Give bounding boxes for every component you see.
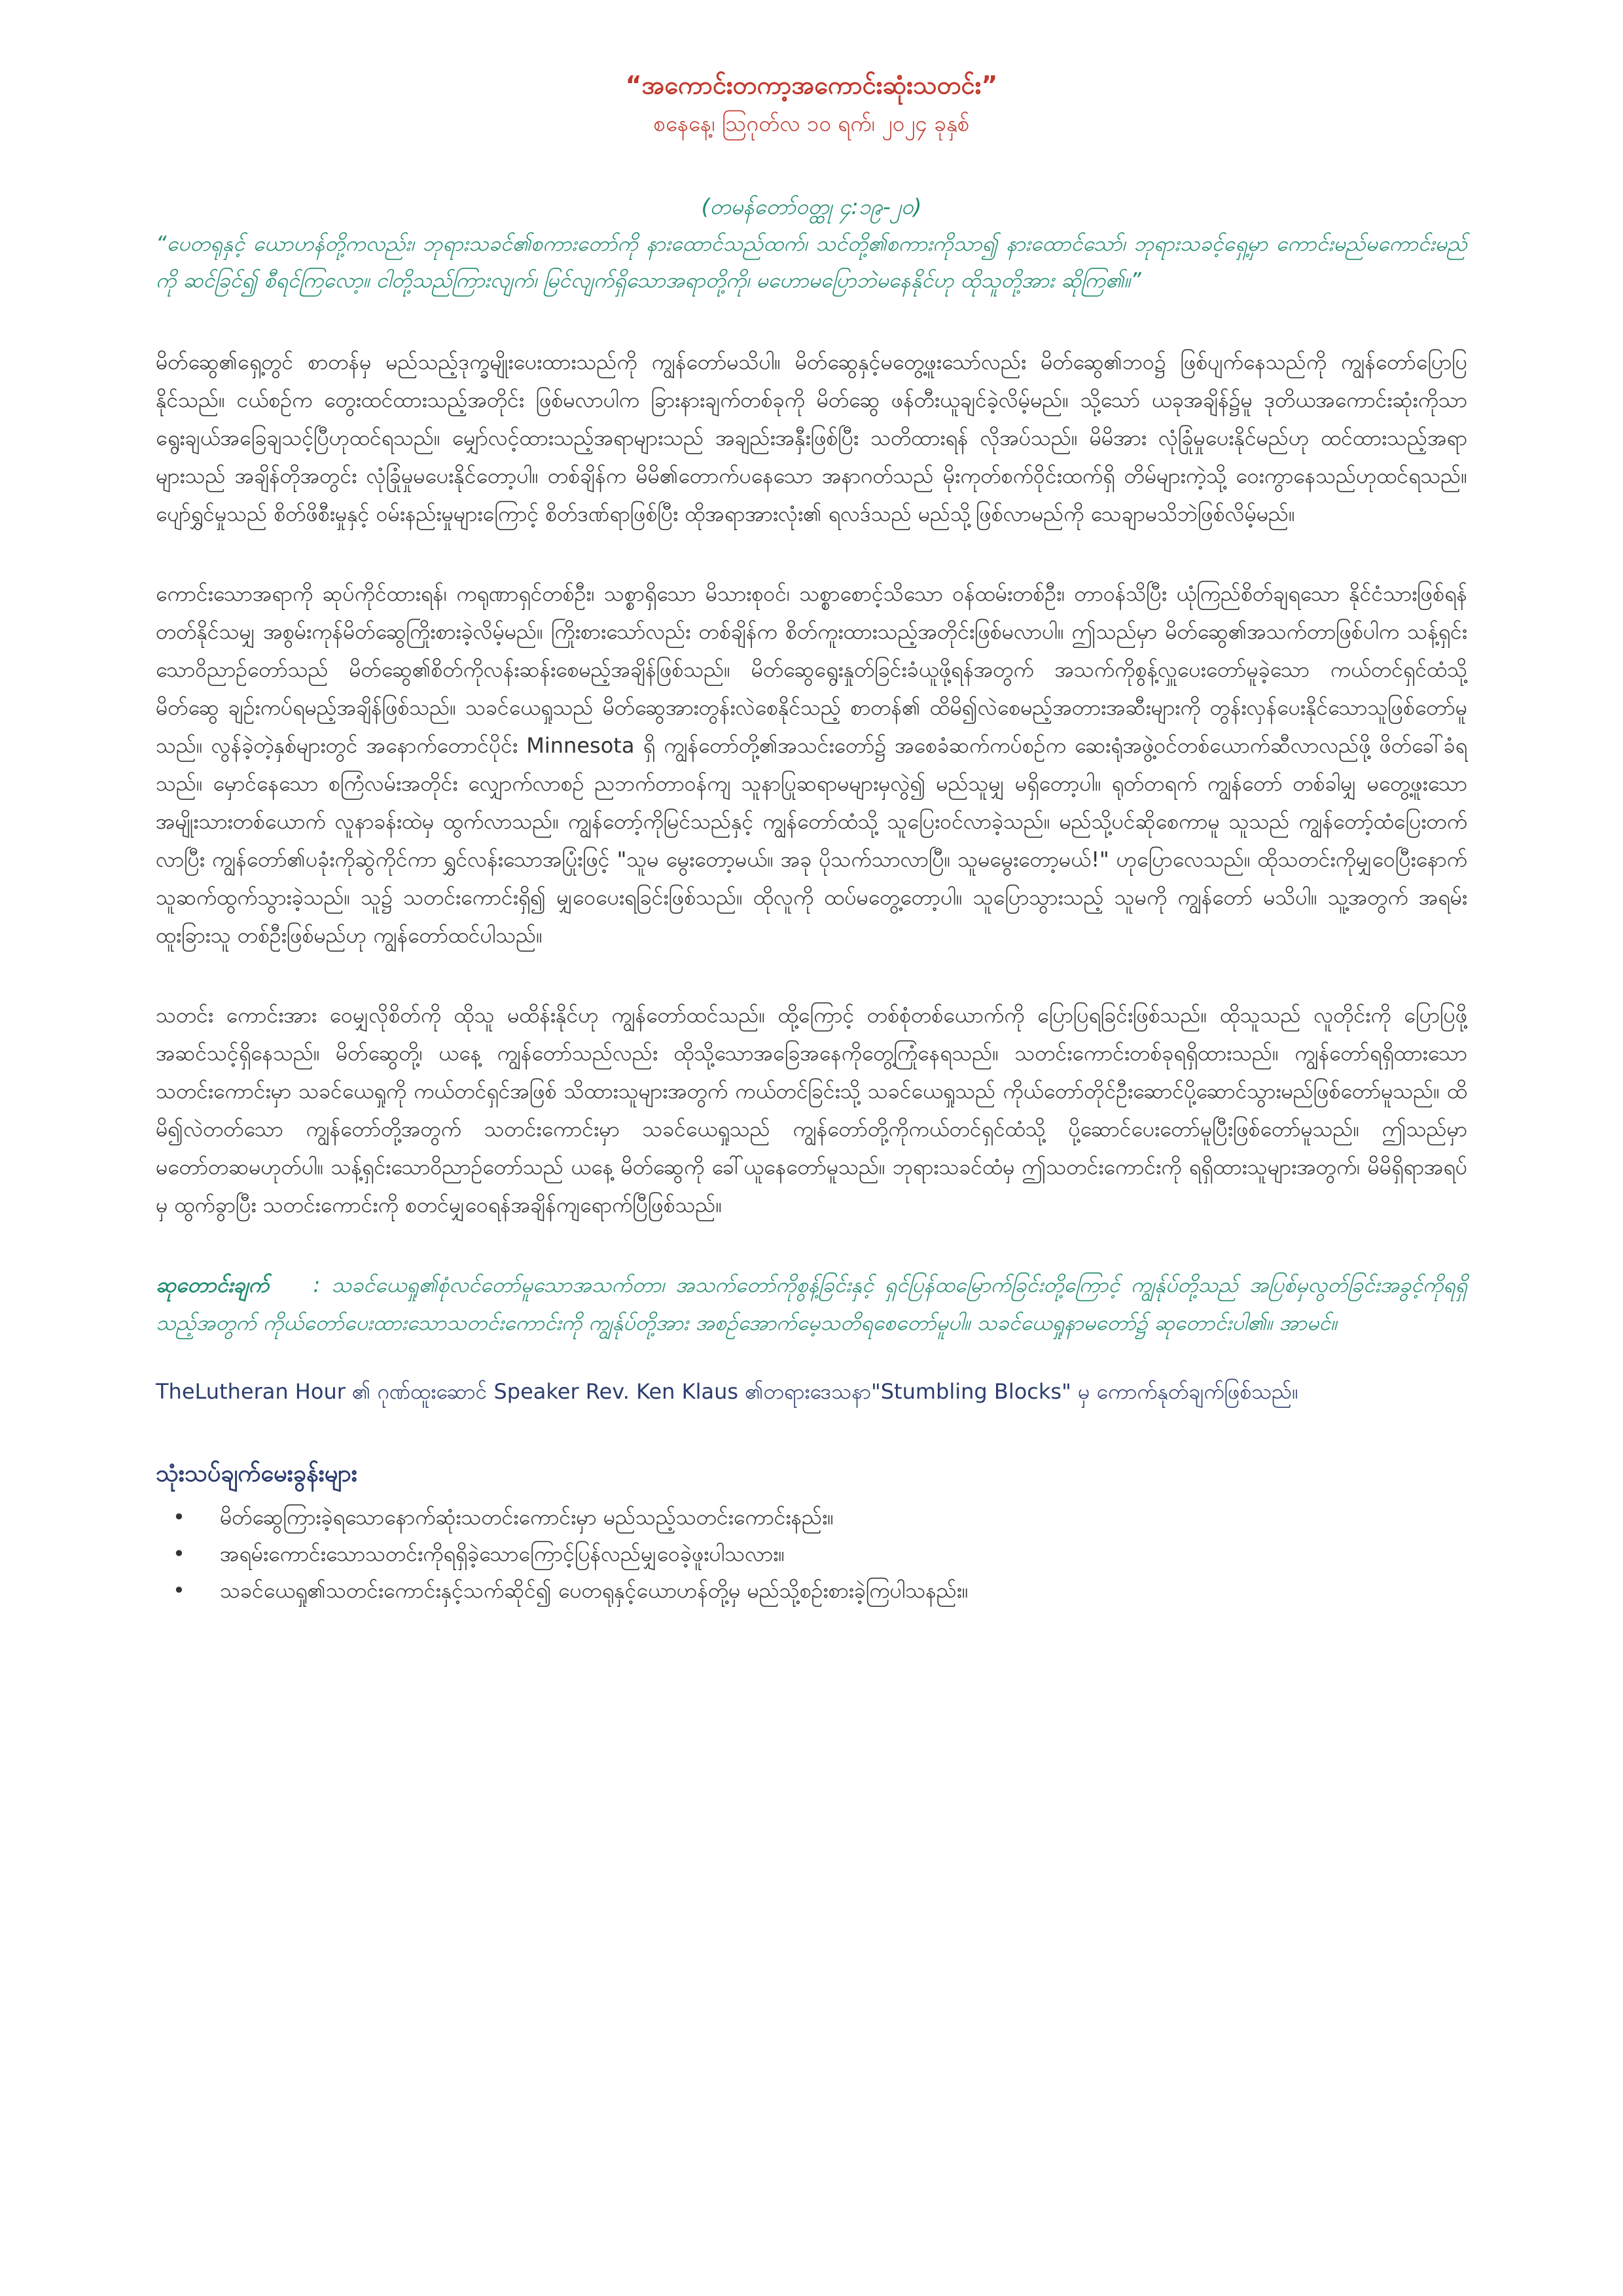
bullet-icon: •	[173, 1505, 185, 1530]
prayer-text: သခင်ယေရှု၏စုံလင်တော်မူသောအသက်တာ၊ အသက်တော်ကိုစွန့်ခြင်းနှင့် ရှင်ပြန်ထမြောက်ခြင်းတို့ကြောင့် ကျွန်ုပ်တို့သည် အပြစ်မှလွတ်ခြင်းအခွင့်ကိုရရှိသည့်အတွက် ကိုယ်တော်ပေးထားသောသတင်းကောင်းကို ကျွန်ုပ်တို့အား အစဉ်အောက်မေ့သတိရစေတော်မူပါ။ သခင်ယေရှုနာမတော်၌ ဆုတောင်းပါ၏။ အာမင်။	[156, 1272, 1468, 1335]
sermon-credit: TheLutheran Hour ၏ ဂုဏ်ထူးဆောင် Speaker Rev. Ken Klaus ၏တရားဒေသနာ"Stumbling Blocks" မှ ကောက်နုတ်ချက်ဖြစ်သည်။	[156, 1379, 1298, 1404]
question-text: သခင်ယေရှု၏သတင်းကောင်းနှင့်သက်ဆိုင်၍ ပေတရုနှင့်ယောဟန်တို့မှ မည်သို့စဉ်းစားခဲ့ကြပါသနည်း။	[220, 1578, 969, 1603]
prayer-label: ဆုတောင်းချက်	[156, 1272, 269, 1297]
devotional-document	[156, 65, 1467, 1609]
devotional-date: စနေနေ့၊ ဩဂုတ်လ ၁၀ ရက်၊ ၂၀၂၄ ခုနှစ်	[653, 111, 970, 136]
body-paragraph-1: မိတ်ဆွေ၏ရှေ့တွင် စာတန်မှ မည်သည့်ဒုက္ခမျိုးပေးထားသည်ကို ကျွန်တော်မသိပါ။ မိတ်ဆွေနှင့်မတွေ့ဖူးသော်လည်း မိတ်ဆွေ၏ဘဝ၌ ဖြစ်ပျက်နေသည်ကို ကျွန်တော်ပြောပြနိုင်သည်။ ငယ်စဉ်က တွေးထင်ထားသည့်အတိုင်း ဖြစ်မလာပါက ခြားနားချက်တစ်ခုကို မိတ်ဆွေ ဖန်တီးယူချင်ခဲ့လိမ့်မည်။ သို့သော် ယခုအချိန်၌မူ ဒုတိယအကောင်းဆုံးကိုသာ ရွေးချယ်အခြေချသင့်ပြီဟုထင်ရသည်။ မျှော်လင့်ထားသည့်အရာများသည် အချည်းအနှီးဖြစ်ပြီး သတိထားရန် လိုအပ်သည်။ မိမိအား လုံခြုံမှုပေးနိုင်မည်ဟု ထင်ထားသည့်အရာများသည် အချိန်တိုအတွင်း လုံခြုံမှုမပေးနိုင်တော့ပါ။ တစ်ချိန်က မိမိ၏တောက်ပနေသော အနာဂတ်သည် မိုးကုတ်စက်ဝိုင်းထက်ရှိ တိမ်များကဲ့သို့ ဝေးကွာနေသည်ဟုထင်ရသည်။ ပျော်ရွှင်မှုသည် စိတ်ဖိစီးမှုနှင့် ဝမ်းနည်းမှုများကြောင့် စိတ်ဒဏ်ရာဖြစ်ပြီး ထိုအရာအားလုံး၏ ရလဒ်သည် မည်သို့ဖြစ်လာမည်ကို သေချာမသိဘဲဖြစ်လိမ့်မည်။	[156, 350, 1467, 526]
bullet-icon: •	[173, 1578, 185, 1603]
scripture-verse: “ပေတရုနှင့် ယောဟန်တို့ကလည်း၊ ဘုရားသခင်၏စကားတော်ကို နားထောင်သည်ထက်၊ သင်တို့၏စကားကိုသာ၍ နားထောင်သော်၊ ဘုရားသခင့်ရှေ့မှာ ကောင်းမည်မကောင်းမည်ကို ဆင်ခြင်၍ စီရင်ကြလော့။ ငါတို့သည်ကြားလျက်၊ မြင်လျက်ရှိသောအရာတို့ကို၊ မဟောမပြောဘဲမနေနိုင်ဟု ထိုသူတို့အား ဆိုကြ၏။”	[156, 231, 1467, 293]
prayer-separator: :	[313, 1272, 321, 1297]
body-paragraph-3: သတင်း ကောင်းအား ဝေမျှလိုစိတ်ကို ထိုသူ မထိန်းနိုင်ဟု ကျွန်တော်ထင်သည်။ ထို့ကြောင့် တစ်စုံတစ်ယောက်ကို ပြောပြရခြင်းဖြစ်သည်။ ထိုသူသည် လူတိုင်းကို ပြောပြဖို့အဆင်သင့်ရှိနေသည်။ မိတ်ဆွေတို့၊ ယနေ့ ကျွန်တော်သည်လည်း ထိုသို့သောအခြေအနေကိုတွေ့ကြုံနေရသည်။ သတင်းကောင်းတစ်ခုရရှိထားသည်။ ကျွန်တော်ရရှိထားသောသတင်းကောင်းမှာ သခင်ယေရှုကို ကယ်တင်ရှင်အဖြစ် သိထားသူများအတွက် ကယ်တင်ခြင်းသို့ သခင်ယေရှုသည် ကိုယ်တော်တိုင်ဦးဆောင်ပို့ဆောင်သွားမည်ဖြစ်တော်မူသည်။ ထိမိ၍လဲတတ်သော ကျွန်တော်တို့အတွက် သတင်းကောင်းမှာ သခင်ယေရှုသည် ကျွန်တော်တို့ကိုကယ်တင်ရှင်ထံသို့ ပို့ဆောင်ပေးတော်မူပြီးဖြစ်တော်မူသည်။ ဤသည်မှာ မတော်တဆမဟုတ်ပါ။ သန့်ရှင်းသောဝိညာဉ်တော်သည် ယနေ့ မိတ်ဆွေကို ခေါ်ယူနေတော်မူသည်။ ဘုရားသခင်ထံမှ ဤသတင်းကောင်းကို ရရှိထားသူများအတွက်၊ မိမိရှိရာအရပ်မှ ထွက်ခွာပြီး သတင်းကောင်းကို စတင်မျှဝေရန်အချိန်ကျရောက်ပြီဖြစ်သည်။	[156, 1003, 1467, 1217]
questions-heading: သုံးသပ်ချက်မေးခွန်းများ	[156, 1460, 357, 1487]
question-item	[173, 1499, 1467, 1535]
question-item	[173, 1572, 1467, 1609]
body-paragraph-2: ကောင်းသောအရာကို ဆုပ်ကိုင်ထားရန်၊ ကရုဏာရှင်တစ်ဦး၊ သစ္စာရှိသော မိသားစုဝင်၊ သစ္စာစောင့်သိသော ဝန်ထမ်းတစ်ဦး၊ တာဝန်သိပြီး ယုံကြည်စိတ်ချရသော နိုင်ငံသားဖြစ်ရန်တတ်နိုင်သမျှ အစွမ်းကုန်မိတ်ဆွေကြိုးစားခဲ့လိမ့်မည်။ ကြိုးစားသော်လည်း တစ်ချိန်က စိတ်ကူးထားသည့်အတိုင်းဖြစ်မလာပါ။ ဤသည်မှာ မိတ်ဆွေ၏အသက်တာဖြစ်ပါက သန့်ရှင်းသောဝိညာဉ်တော်သည် မိတ်ဆွေ၏စိတ်ကိုလန်းဆန်းစေမည့်အချိန်ဖြစ်သည်။ မိတ်ဆွေရွေးနှုတ်ခြင်းခံယူဖို့ရန်အတွက် အသက်ကိုစွန့်လှူပေးတော်မူခဲ့သော ကယ်တင်ရှင်ထံသို့ မိတ်ဆွေ ချဉ်းကပ်ရမည့်အချိန်ဖြစ်သည်။ သခင်ယေရှုသည် မိတ်ဆွေအားတွန်းလဲစေနိုင်သည့် စာတန်၏ ထိမိ၍လဲစေမည့်အတားအဆီးများကို တွန်းလှန်ပေးနိုင်သောသူဖြစ်တော်မူသည်။ လွန်ခဲ့တဲ့နှစ်များတွင် အနောက်တောင်ပိုင်း Minnesota ရှိ ကျွန်တော်တို့၏အသင်းတော်၌ အစေခံဆက်ကပ်စဉ်က ဆေးရုံအဖွဲ့ဝင်တစ်ယောက်ဆီလာလည်ဖို့ ဖိတ်ခေါ်ခံရသည်။ မှောင်နေသော စကြံလမ်းအတိုင်း လျှောက်လာစဉ် ညဘက်တာဝန်ကျ သူနာပြုဆရာမများမှလွဲ၍ မည်သူမျှ မရှိတော့ပါ။ ရုတ်တရက် ကျွန်တော် တစ်ခါမျှ မတွေ့ဖူးသောအမျိုးသားတစ်ယောက် လူနာခန်းထဲမှ ထွက်လာသည်။ ကျွန်တော့်ကိုမြင်သည်နှင့် ကျွန်တော်ထံသို့ သူပြေးဝင်လာခဲ့သည်။ မည်သို့ပင်ဆိုစေကာမူ သူသည် ကျွန်တော့်ထံပြေးတက်လာပြီး ကျွန်တော်၏ပခုံးကိုဆွဲကိုင်ကာ ရွှင်လန်းသောအပြုံးဖြင့် "သူမ မွေးတော့မယ်။ အခု ပိုသက်သာလာပြီ။ သူမမွေးတော့မယ်!" ဟုပြောလေသည်။ ထိုသတင်းကိုမျှဝေပြီးနောက် သူဆက်ထွက်သွားခဲ့သည်။ သူ၌ သတင်းကောင်းရှိ၍ မျှဝေပေးရခြင်းဖြစ်သည်။ ထိုလူကို ထပ်မတွေ့တော့ပါ။ သူပြောသွားသည့် သူမကို ကျွန်တော် မသိပါ။ သူ့အတွက် အရမ်းထူးခြားသူ တစ်ဦးဖြစ်မည်ဟု ကျွန်တော်ထင်ပါသည်။	[156, 581, 1468, 948]
question-text: မိတ်ဆွေကြားခဲ့ရသောနောက်ဆုံးသတင်းကောင်းမှာ မည်သည့်သတင်းကောင်းနည်း။	[220, 1505, 834, 1530]
question-text: အရမ်းကောင်းသောသတင်းကိုရရှိခဲ့သောကြောင့်ပြန်လည်မျှဝေခဲ့ဖူးပါသလား။	[220, 1541, 785, 1566]
prayer	[156, 1266, 1467, 1342]
questions-list	[156, 1499, 1467, 1609]
question-item	[173, 1535, 1467, 1572]
devotional-title: “အကောင်းတကာ့အကောင်းဆုံးသတင်း”	[625, 71, 998, 99]
verse-reference: (တမန်တော်ဝတ္ထု ၄:၁၉-၂၀)	[701, 194, 922, 219]
bullet-icon: •	[173, 1541, 185, 1566]
